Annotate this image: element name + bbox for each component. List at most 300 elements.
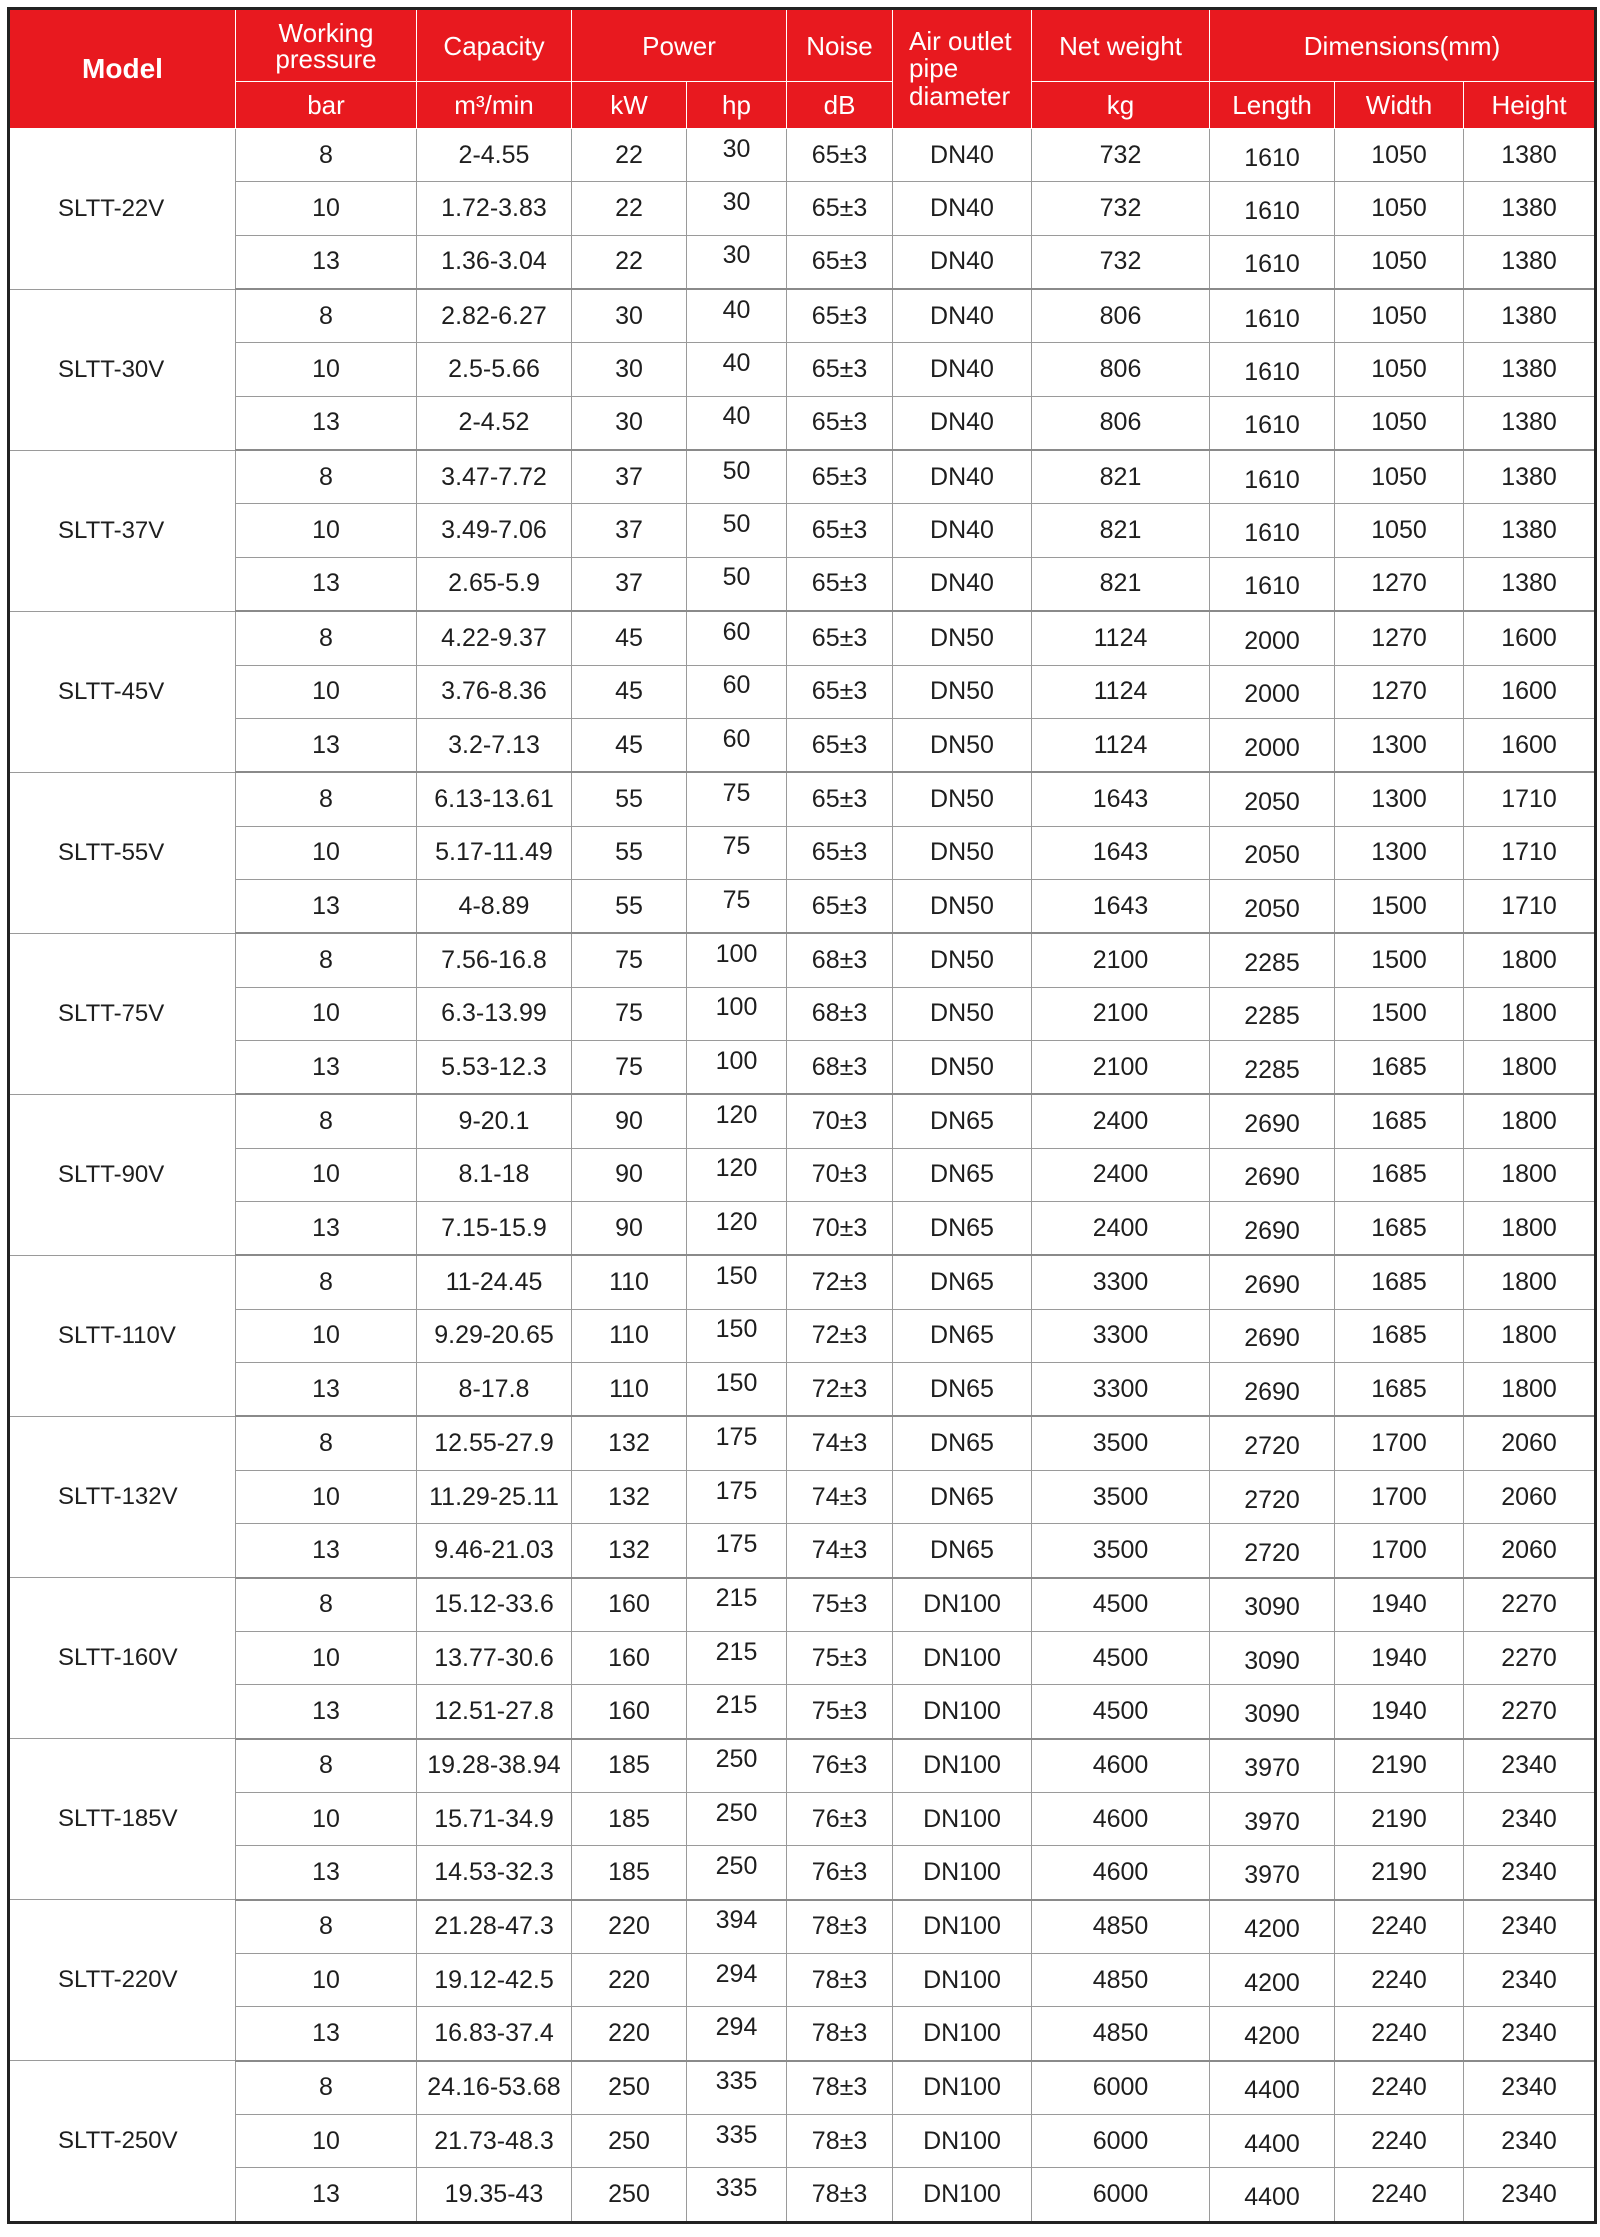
table-row xyxy=(9,2007,1596,2061)
noise-cell-value: 65±3 xyxy=(811,730,868,759)
capacity-cell xyxy=(417,396,572,450)
power-hp-cell xyxy=(687,1792,787,1845)
height-cell-value: 1380 xyxy=(1501,194,1557,223)
width-cell-value: 2190 xyxy=(1371,1857,1427,1886)
capacity-cell-value: 3.49-7.06 xyxy=(441,516,547,545)
length-cell-value: 4200 xyxy=(1244,2022,1300,2051)
power-kw-cell-value: 30 xyxy=(615,408,643,437)
length-cell xyxy=(1210,1255,1335,1309)
power-kw-cell-value: 250 xyxy=(608,2073,650,2102)
capacity-cell-value: 9.46-21.03 xyxy=(434,1535,554,1564)
pipe-diameter-cell xyxy=(893,718,1032,772)
power-hp-cell-value: 250 xyxy=(715,1798,758,1827)
power-hp-cell xyxy=(687,557,787,611)
power-hp-cell-value: 335 xyxy=(715,2174,758,2203)
length-cell xyxy=(1210,1739,1335,1793)
height-cell-value: 2340 xyxy=(1501,1912,1557,1941)
height-cell-value: 1380 xyxy=(1501,569,1557,598)
capacity-header: Capacity xyxy=(417,9,572,82)
pressure-cell-value: 13 xyxy=(312,1696,340,1725)
model-name: SLTT-132V xyxy=(9,1416,236,1577)
pipe-diameter-cell xyxy=(893,1739,1032,1793)
air-outlet-header: Air outlet pipe diameter xyxy=(893,9,1032,129)
pipe-diameter-cell xyxy=(893,1792,1032,1845)
net-weight-cell-value: 1124 xyxy=(1093,677,1148,706)
capacity-cell-value: 5.53-12.3 xyxy=(441,1052,547,1081)
length-cell-value: 4200 xyxy=(1244,1915,1300,1944)
pressure-cell xyxy=(236,1202,417,1256)
noise-unit: dB xyxy=(787,82,893,129)
length-cell-value: 3970 xyxy=(1244,1754,1300,1783)
pipe-diameter-cell-value: DN50 xyxy=(930,677,994,706)
length-cell xyxy=(1210,504,1335,557)
net-weight-cell-value: 732 xyxy=(1099,247,1142,276)
pipe-diameter-cell xyxy=(893,343,1032,396)
width-cell-value: 1270 xyxy=(1371,623,1427,652)
height-cell xyxy=(1464,557,1596,611)
power-kw-cell-value: 75 xyxy=(615,999,643,1028)
net-weight-cell xyxy=(1032,2168,1210,2223)
power-hp-cell xyxy=(687,396,787,450)
height-cell-value: 2270 xyxy=(1501,1643,1557,1672)
capacity-cell-value: 2.5-5.66 xyxy=(448,355,540,384)
pipe-diameter-cell-value: DN50 xyxy=(930,838,994,867)
pressure-cell xyxy=(236,1631,417,1684)
power-kw-cell-value: 45 xyxy=(615,677,643,706)
noise-cell-value: 76±3 xyxy=(811,1857,868,1886)
model-name: SLTT-110V xyxy=(9,1255,236,1416)
length-header: Length xyxy=(1210,82,1335,129)
pressure-cell xyxy=(236,450,417,504)
net-weight-cell xyxy=(1032,289,1210,343)
power-kw-cell xyxy=(572,772,687,826)
power-kw-cell-value: 22 xyxy=(615,247,643,276)
width-cell-value: 1050 xyxy=(1371,301,1427,330)
pipe-diameter-cell-value: DN40 xyxy=(930,247,994,276)
noise-cell-value: 74±3 xyxy=(811,1429,868,1458)
table-row xyxy=(9,182,1596,235)
net-weight-cell-value: 4600 xyxy=(1092,1804,1149,1833)
net-weight-cell xyxy=(1032,396,1210,450)
height-cell xyxy=(1464,343,1596,396)
model-name: SLTT-55V xyxy=(9,772,236,933)
noise-cell-value: 78±3 xyxy=(811,2180,868,2209)
power-kw-cell-value: 160 xyxy=(608,1590,650,1619)
net-weight-cell xyxy=(1032,1309,1210,1362)
height-cell xyxy=(1464,235,1596,289)
model-name: SLTT-185V xyxy=(9,1739,236,1900)
power-hp-cell-value: 120 xyxy=(715,1154,758,1183)
working-pressure-header: Working pressure xyxy=(236,9,417,82)
noise-cell-value: 74±3 xyxy=(811,1482,868,1511)
net-weight-cell-value: 1643 xyxy=(1092,838,1149,867)
pressure-cell xyxy=(236,1363,417,1417)
width-cell xyxy=(1335,987,1464,1040)
noise-cell-value: 70±3 xyxy=(811,1107,868,1136)
net-weight-cell xyxy=(1032,1631,1210,1684)
power-kw-cell xyxy=(572,2168,687,2223)
power-kw-cell xyxy=(572,235,687,289)
height-cell-value: 2270 xyxy=(1501,1590,1557,1619)
table-row xyxy=(9,129,1596,182)
length-cell xyxy=(1210,1792,1335,1845)
pipe-diameter-cell-value: DN50 xyxy=(930,945,994,974)
height-cell-value: 1800 xyxy=(1501,1052,1557,1081)
length-cell-value: 2050 xyxy=(1244,841,1300,870)
pressure-cell xyxy=(236,1792,417,1845)
noise-cell-value: 74±3 xyxy=(811,1535,868,1564)
height-cell-value: 1380 xyxy=(1501,462,1557,491)
power-kw-cell-value: 132 xyxy=(608,1482,650,1511)
height-cell-value: 2340 xyxy=(1501,1965,1557,1994)
noise-cell xyxy=(787,557,893,611)
pressure-cell-value: 8 xyxy=(319,1751,333,1780)
capacity-cell xyxy=(417,772,572,826)
height-cell-value: 1380 xyxy=(1501,140,1557,169)
capacity-cell-value: 12.51-27.8 xyxy=(434,1696,554,1725)
width-cell-value: 2240 xyxy=(1371,1912,1427,1941)
height-cell xyxy=(1464,129,1596,182)
pressure-cell xyxy=(236,235,417,289)
table-row xyxy=(9,772,1596,826)
width-cell xyxy=(1335,611,1464,665)
height-cell xyxy=(1464,1524,1596,1578)
length-cell-value: 3090 xyxy=(1244,1699,1300,1728)
power-kw-cell-value: 160 xyxy=(608,1696,650,1725)
table-row xyxy=(9,665,1596,718)
power-kw-cell xyxy=(572,933,687,987)
noise-cell-value: 68±3 xyxy=(811,999,868,1028)
capacity-cell xyxy=(417,1094,572,1148)
capacity-cell xyxy=(417,718,572,772)
net-weight-cell xyxy=(1032,665,1210,718)
length-cell xyxy=(1210,1578,1335,1632)
power-hp-cell-value: 175 xyxy=(715,1529,758,1558)
power-hp-cell-value: 50 xyxy=(722,510,751,539)
power-kw-cell-value: 90 xyxy=(615,1160,643,1189)
power-hp-cell xyxy=(687,2061,787,2115)
width-cell xyxy=(1335,933,1464,987)
power-kw-cell-value: 220 xyxy=(608,1965,650,1994)
pressure-cell xyxy=(236,879,417,933)
height-cell xyxy=(1464,2061,1596,2115)
height-cell-value: 1710 xyxy=(1501,784,1557,813)
net-weight-cell xyxy=(1032,1900,1210,1954)
net-weight-cell-value: 3500 xyxy=(1092,1535,1149,1564)
net-weight-cell xyxy=(1032,611,1210,665)
height-cell xyxy=(1464,1900,1596,1954)
power-hp-cell-value: 175 xyxy=(715,1423,758,1452)
net-weight-cell xyxy=(1032,1041,1210,1095)
width-cell-value: 1050 xyxy=(1371,462,1427,491)
width-cell xyxy=(1335,2007,1464,2061)
height-cell xyxy=(1464,772,1596,826)
height-cell-value: 1600 xyxy=(1501,730,1557,759)
height-cell-value: 1380 xyxy=(1501,355,1557,384)
table-row xyxy=(9,1954,1596,2007)
width-cell xyxy=(1335,557,1464,611)
net-weight-cell xyxy=(1032,1148,1210,1201)
height-cell xyxy=(1464,450,1596,504)
model-header: Model xyxy=(9,9,236,129)
dimensions-header: Dimensions(mm) xyxy=(1210,9,1596,82)
noise-cell-value: 75±3 xyxy=(811,1590,868,1619)
noise-cell-value: 70±3 xyxy=(811,1213,868,1242)
capacity-cell-value: 8-17.8 xyxy=(458,1374,530,1403)
height-cell-value: 1380 xyxy=(1501,301,1557,330)
power-hp-cell-value: 60 xyxy=(722,617,751,646)
pressure-cell-value: 8 xyxy=(319,945,333,974)
width-cell-value: 1050 xyxy=(1371,355,1427,384)
height-cell xyxy=(1464,2168,1596,2223)
height-cell xyxy=(1464,826,1596,879)
pressure-cell-value: 8 xyxy=(319,1107,333,1136)
capacity-cell-value: 11.29-25.11 xyxy=(429,1482,559,1511)
power-hp-cell-value: 30 xyxy=(722,188,751,217)
noise-cell xyxy=(787,1954,893,2007)
table-row xyxy=(9,1739,1596,1793)
width-cell-value: 1270 xyxy=(1371,569,1427,598)
capacity-cell xyxy=(417,611,572,665)
power-hp-cell-value: 40 xyxy=(722,295,751,324)
capacity-cell xyxy=(417,1041,572,1095)
weight-unit: kg xyxy=(1032,82,1210,129)
spec-body xyxy=(9,129,1596,2223)
height-cell-value: 2340 xyxy=(1501,2073,1557,2102)
noise-cell xyxy=(787,1685,893,1739)
pipe-diameter-cell-value: DN50 xyxy=(930,623,994,652)
power-kw-cell-value: 90 xyxy=(615,1213,643,1242)
pipe-diameter-cell xyxy=(893,1578,1032,1632)
length-cell xyxy=(1210,1148,1335,1201)
net-weight-cell-value: 2100 xyxy=(1092,1052,1149,1081)
pipe-diameter-cell-value: DN65 xyxy=(930,1482,994,1511)
width-cell xyxy=(1335,1524,1464,1578)
capacity-cell-value: 15.12-33.6 xyxy=(434,1590,554,1619)
height-cell-value: 2340 xyxy=(1501,1751,1557,1780)
power-hp-cell xyxy=(687,182,787,235)
net-weight-cell xyxy=(1032,1202,1210,1256)
capacity-cell-value: 3.2-7.13 xyxy=(448,730,540,759)
power-kw-cell-value: 160 xyxy=(608,1643,650,1672)
height-cell xyxy=(1464,1739,1596,1793)
length-cell-value: 4200 xyxy=(1244,1968,1300,1997)
pipe-diameter-cell xyxy=(893,1954,1032,2007)
power-hp-cell xyxy=(687,1631,787,1684)
width-cell-value: 2190 xyxy=(1371,1804,1427,1833)
width-cell-value: 1700 xyxy=(1371,1429,1427,1458)
noise-cell xyxy=(787,2168,893,2223)
pressure-cell xyxy=(236,2115,417,2168)
net-weight-cell-value: 4500 xyxy=(1092,1590,1149,1619)
net-weight-cell xyxy=(1032,1846,1210,1900)
capacity-cell xyxy=(417,665,572,718)
height-cell-value: 2270 xyxy=(1501,1696,1557,1725)
height-cell xyxy=(1464,289,1596,343)
length-cell xyxy=(1210,2168,1335,2223)
pressure-cell-value: 13 xyxy=(312,1535,340,1564)
pipe-diameter-cell-value: DN100 xyxy=(923,1965,1001,1994)
length-cell-value: 1610 xyxy=(1244,143,1300,172)
length-cell-value: 2000 xyxy=(1244,680,1300,709)
pipe-diameter-cell-value: DN100 xyxy=(923,2019,1001,2048)
length-cell xyxy=(1210,182,1335,235)
net-weight-cell xyxy=(1032,987,1210,1040)
header-row xyxy=(9,9,1596,82)
power-hp-cell-value: 60 xyxy=(722,724,751,753)
width-cell xyxy=(1335,450,1464,504)
length-cell xyxy=(1210,1900,1335,1954)
width-cell xyxy=(1335,1416,1464,1470)
pressure-cell-value: 8 xyxy=(319,2073,333,2102)
net-weight-cell xyxy=(1032,504,1210,557)
net-weight-cell-value: 806 xyxy=(1099,408,1142,437)
height-cell xyxy=(1464,1041,1596,1095)
power-kw-cell-value: 22 xyxy=(615,140,643,169)
pressure-cell xyxy=(236,1900,417,1954)
net-weight-cell-value: 3500 xyxy=(1092,1429,1149,1458)
table-row xyxy=(9,1631,1596,1684)
noise-cell-value: 75±3 xyxy=(811,1696,868,1725)
pipe-diameter-cell xyxy=(893,2115,1032,2168)
height-cell-value: 1710 xyxy=(1501,838,1557,867)
width-cell xyxy=(1335,2115,1464,2168)
pipe-diameter-cell xyxy=(893,396,1032,450)
noise-cell-value: 78±3 xyxy=(811,2126,868,2155)
pressure-cell-value: 10 xyxy=(312,1321,340,1350)
length-cell-value: 2690 xyxy=(1244,1377,1300,1406)
table-row xyxy=(9,289,1596,343)
pressure-cell xyxy=(236,1309,417,1362)
length-cell-value: 2000 xyxy=(1244,733,1300,762)
power-kw-cell-value: 45 xyxy=(615,730,643,759)
net-weight-cell xyxy=(1032,343,1210,396)
table-row xyxy=(9,2061,1596,2115)
length-cell xyxy=(1210,933,1335,987)
power-hp-cell xyxy=(687,1524,787,1578)
noise-cell xyxy=(787,2115,893,2168)
net-weight-cell xyxy=(1032,557,1210,611)
noise-cell-value: 65±3 xyxy=(811,408,868,437)
pressure-cell xyxy=(236,772,417,826)
net-weight-cell-value: 1643 xyxy=(1092,891,1149,920)
net-weight-cell xyxy=(1032,2061,1210,2115)
pipe-diameter-cell xyxy=(893,1631,1032,1684)
capacity-cell xyxy=(417,2168,572,2223)
length-cell xyxy=(1210,879,1335,933)
height-cell xyxy=(1464,879,1596,933)
power-hp-cell-value: 250 xyxy=(715,1851,758,1880)
length-cell-value: 2690 xyxy=(1244,1163,1300,1192)
pipe-diameter-cell xyxy=(893,235,1032,289)
length-cell xyxy=(1210,1631,1335,1684)
length-cell xyxy=(1210,1363,1335,1417)
length-cell-value: 4400 xyxy=(1244,2129,1300,2158)
width-cell xyxy=(1335,1846,1464,1900)
capacity-cell xyxy=(417,1470,572,1523)
height-cell-value: 1800 xyxy=(1501,1107,1557,1136)
width-cell-value: 1685 xyxy=(1371,1321,1427,1350)
power-kw-cell-value: 220 xyxy=(608,1912,650,1941)
table-row xyxy=(9,1900,1596,1954)
pressure-cell xyxy=(236,182,417,235)
net-weight-cell xyxy=(1032,1524,1210,1578)
noise-cell-value: 65±3 xyxy=(811,247,868,276)
power-kw-cell xyxy=(572,1524,687,1578)
capacity-cell-value: 15.71-34.9 xyxy=(434,1804,554,1833)
length-cell-value: 2720 xyxy=(1244,1538,1300,1567)
table-row xyxy=(9,1041,1596,1095)
net-weight-cell-value: 4850 xyxy=(1092,2019,1149,2048)
width-cell xyxy=(1335,665,1464,718)
noise-cell xyxy=(787,1041,893,1095)
capacity-cell-value: 7.56-16.8 xyxy=(441,945,547,974)
net-weight-cell-value: 1643 xyxy=(1092,784,1149,813)
power-hp-cell xyxy=(687,289,787,343)
net-weight-cell xyxy=(1032,2115,1210,2168)
width-cell-value: 2240 xyxy=(1371,2019,1427,2048)
power-kw-cell-value: 110 xyxy=(609,1374,649,1403)
length-cell xyxy=(1210,1041,1335,1095)
pressure-cell xyxy=(236,396,417,450)
pipe-diameter-cell-value: DN40 xyxy=(930,569,994,598)
power-kw-cell-value: 37 xyxy=(615,516,643,545)
noise-cell xyxy=(787,396,893,450)
net-weight-cell-value: 1124 xyxy=(1093,730,1148,759)
width-cell-value: 1685 xyxy=(1371,1374,1427,1403)
height-cell-value: 1800 xyxy=(1501,1374,1557,1403)
capacity-cell-value: 2.65-5.9 xyxy=(448,569,540,598)
power-hp-cell xyxy=(687,2115,787,2168)
power-hp-cell xyxy=(687,826,787,879)
length-cell-value: 1610 xyxy=(1244,304,1300,333)
width-cell xyxy=(1335,396,1464,450)
width-cell xyxy=(1335,1202,1464,1256)
pipe-diameter-cell-value: DN65 xyxy=(930,1429,994,1458)
capacity-cell-value: 11-24.45 xyxy=(445,1268,543,1297)
power-hp-cell-value: 394 xyxy=(715,1906,758,1935)
capacity-unit: m³/min xyxy=(417,82,572,129)
power-kw-cell-value: 90 xyxy=(615,1107,643,1136)
power-kw-cell-value: 75 xyxy=(615,945,643,974)
power-kw-cell-value: 55 xyxy=(615,891,643,920)
pressure-cell-value: 10 xyxy=(312,194,340,223)
pressure-cell-value: 13 xyxy=(312,2180,340,2209)
height-cell xyxy=(1464,1685,1596,1739)
capacity-cell-value: 6.3-13.99 xyxy=(441,999,547,1028)
units-row xyxy=(9,82,1596,129)
pressure-cell-value: 8 xyxy=(319,462,333,491)
net-weight-cell-value: 732 xyxy=(1099,194,1142,223)
height-cell-value: 1380 xyxy=(1501,408,1557,437)
power-hp-cell-value: 75 xyxy=(722,832,751,861)
net-weight-cell xyxy=(1032,450,1210,504)
capacity-cell xyxy=(417,1578,572,1632)
pipe-diameter-cell xyxy=(893,2061,1032,2115)
table-row xyxy=(9,933,1596,987)
power-hp-cell xyxy=(687,772,787,826)
noise-cell xyxy=(787,1792,893,1845)
pipe-diameter-cell xyxy=(893,1309,1032,1362)
capacity-cell xyxy=(417,1685,572,1739)
length-cell-value: 3090 xyxy=(1244,1593,1300,1622)
height-cell-value: 1800 xyxy=(1501,999,1557,1028)
noise-cell xyxy=(787,1202,893,1256)
width-cell xyxy=(1335,1631,1464,1684)
height-cell xyxy=(1464,933,1596,987)
capacity-cell xyxy=(417,289,572,343)
pressure-cell xyxy=(236,2007,417,2061)
